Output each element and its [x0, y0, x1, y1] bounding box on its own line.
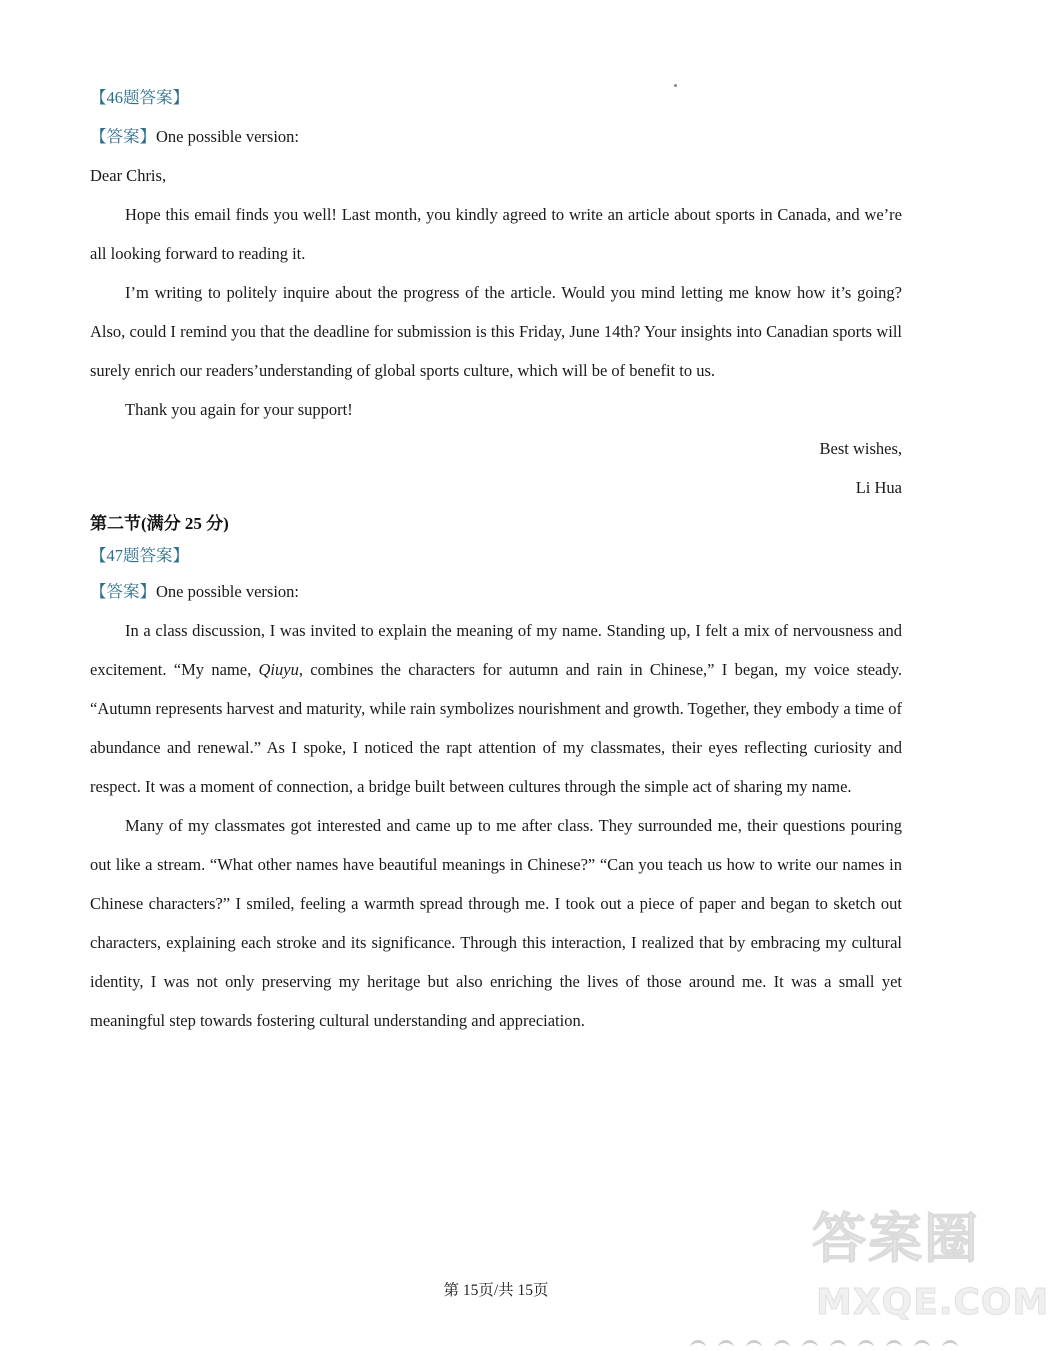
q47-answer-label: 【答案】	[90, 582, 156, 601]
letter-signature: Li Hua	[855, 478, 902, 497]
page-number: 第 15页/共 15页	[443, 1282, 549, 1299]
q47-answer-intro: One possible version:	[156, 582, 299, 601]
watermark-logo	[798, 1196, 1049, 1346]
story-p1-before: In a class discussion, I was invited to explain the meaning of my name. Standing up, I felt a mix of nervousness and excitement. “My name,	[90, 621, 902, 679]
letter-paragraph-3: Thank you again for your support!	[125, 400, 353, 419]
q46-answer-line	[90, 117, 902, 156]
story-p1-name: Qiuyu	[258, 660, 299, 679]
watermark-bottom-marks	[690, 1340, 990, 1351]
q46-heading: 【46题答案】	[90, 88, 189, 107]
q47-answer-line	[90, 572, 902, 611]
story-paragraph-2: Many of my classmates got interested and came up to me after class. They surrounded me, their questions pouring out like a stream. “What other names have beautiful meanings in Chinese?” “Can you teach us how to write our names in Chinese characters?” I smiled, feeling a warmth spread through me. I took out a piece of paper and began to sketch out characters, explaining each stroke and its significance. Through this interaction, I realized that by embracing my cultural identity, I was not only preserving my heritage but also enriching the lives of those around me. It was a small yet meaningful step towards fostering cultural understanding and appreciation.	[90, 816, 902, 1030]
watermark-text-en: MXQE.COM	[816, 1282, 1049, 1323]
q46-answer-intro: One possible version:	[156, 127, 299, 146]
story-paragraph-1	[90, 611, 902, 806]
letter-paragraph-1: Hope this email finds you well! Last month, you kindly agreed to write an article about sports in Canada, and we’re all looking forward to reading it.	[90, 205, 902, 263]
page-content	[90, 78, 902, 1040]
letter-paragraph-2: I’m writing to politely inquire about the progress of the article. Would you mind letting me know how it’s going? Also, could I remind you that the deadline for submission is this Friday, June 14th? Your insights into Canadian sports will surely enrich our readers’understanding of global sports culture, which will be of benefit to us.	[90, 283, 902, 380]
story-p1-after: , combines the characters for autumn and rain in Chinese,” I began, my voice steady. “Autumn represents harvest and maturity, while rain symbolizes nourishment and growth. Together, they embody a time of abundance and renewal.” As I spoke, I noticed the rapt attention of my classmates, their eyes reflecting curiosity and respect. It was a moment of connection, a bridge built between cultures through the simple act of sharing my name.	[90, 660, 902, 796]
watermark-text-cn: 答案圈	[812, 1207, 980, 1270]
section-title: 第二节(满分 25 分)	[90, 514, 229, 533]
q47-heading: 【47题答案】	[90, 546, 189, 565]
q46-answer-label: 【答案】	[90, 127, 156, 146]
letter-salutation: Dear Chris,	[90, 166, 167, 185]
letter-closing: Best wishes,	[819, 439, 902, 458]
